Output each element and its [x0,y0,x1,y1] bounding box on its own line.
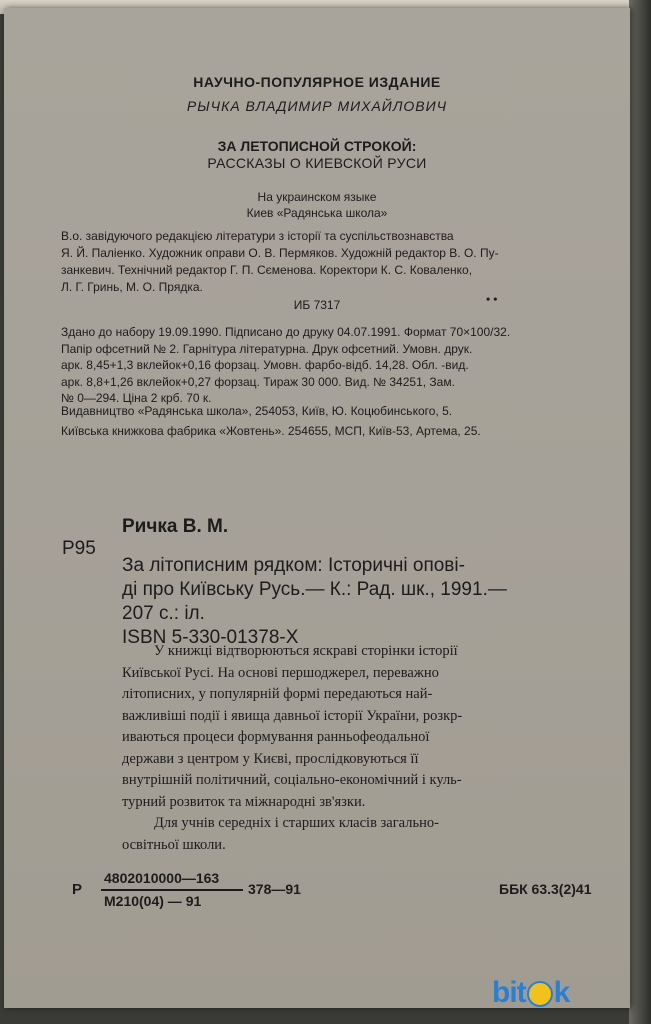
annotation-line: внутрішній політичний, соціально-економічний і куль- [122,772,462,788]
bbk-code: ББК 63.3(2)41 [499,881,592,897]
language-note: На украинском языке [257,190,377,204]
annotation-line: иваються процеси формування ранньофеодальної [122,729,430,745]
print-line: арк. 8,45+1,3 вклейок+0,16 форзац. Умовн. фарбо-відб. 14,28. Обл. -вид. [61,358,469,372]
audience-line: Для учнів середніх і старших класів загально- [154,815,439,831]
catalog-author: Ричка В. М. [122,516,229,537]
annotation-line: турний розвиток та міжнародні зв'язки. [122,793,366,810]
watermark-text: bit [492,976,526,1009]
credits-line: В.о. завідуючого редакцією літератури з історії та суспільствознавства [61,229,454,243]
catalog-code: Р95 [62,538,96,559]
credits-line: занкевич. Технічний редактор Г. П. Сєменова. Коректори К. С. Коваленко, [61,263,473,277]
publisher-block [61,401,481,441]
book-page [4,8,630,1008]
biblio-line: За літописним рядком: Історичні опові- [122,555,465,576]
annotation-line: держави з центром у Києві, прослідковуються її [122,750,419,767]
watermark-logo [492,976,569,1010]
fraction-bar [101,889,243,891]
book-edge [629,0,651,1024]
isbn: ISBN 5-330-01378-X [122,627,299,648]
ball-icon [527,981,553,1007]
ib-number: ИБ 7317 [293,298,341,312]
city-publisher: Киев «Радянська школа» [246,206,388,220]
fraction-suffix: 378—91 [248,881,301,897]
print-line: Здано до набору 19.09.1990. Підписано до друку 04.07.1991. Формат 70×100/32. [61,325,511,339]
print-line: арк. 8,8+1,26 вклейок+0,27 форзац. Тираж 30 000. Вид. № 34251, Зам. [61,374,455,389]
author-ru: РЫЧКА ВЛАДИМИР МИХАЙЛОВИЧ [186,98,448,114]
biblio-line: 207 с.: іл. [122,603,205,624]
edition-type: НАУЧНО-ПОПУЛЯРНОЕ ИЗДАНИЕ [193,74,441,90]
annotation-line: У книжці відтворюються яскраві сторінки історії [154,643,458,659]
annotation [122,641,612,856]
dots-mark: • • [486,292,498,306]
print-line: Папір офсетний № 2. Гарнітура літературна. Друк офсетний. Умовн. друк. [61,341,473,356]
printer-line: Київська книжкова фабрика «Жовтень». 254655, МСП, Київ-53, Артема, 25. [61,424,481,438]
credits-line: Л. Г. Гринь, М. О. Прядка. [61,280,203,294]
bibliographic-entry [122,530,507,650]
annotation-line: Київської Русі. На основі першоджерел, переважно [122,664,439,681]
publisher-line: Видавництво «Радянська школа», 254053, Київ, Ю. Коцюбинського, 5. [61,404,453,418]
biblio-line: ді про Київську Русь.— К.: Рад. шк., 1991.— [122,579,507,600]
credits-line: Я. Й. Паліенко. Художник оправи О. В. Пермяков. Художній редактор В. О. Пу- [61,246,499,260]
subtitle-ru: РАССКАЗЫ О КИЕВСКОЙ РУСИ [207,155,427,171]
audience-line: освітньої школи. [122,836,226,853]
credits-block [61,228,586,296]
audience-paragraph [122,813,612,856]
title-ru: ЗА ЛЕТОПИСНОЙ СТРОКОЙ: [217,138,417,154]
annotation-line: важливіші події і явища давньої історії України, розкр- [122,707,463,724]
watermark-text: k [553,976,570,1009]
print-details [61,324,510,407]
fraction-numerator: 4802010000—163 [104,870,220,886]
fraction-denominator: М210(04) — 91 [104,893,202,909]
print-line: № 0—294. Ціна 2 крб. 70 к. [61,391,212,405]
fraction-prefix: Р [72,881,83,898]
annotation-line: літописних, у популярній формі передаються най- [122,686,433,702]
annotation-paragraph [122,641,612,813]
